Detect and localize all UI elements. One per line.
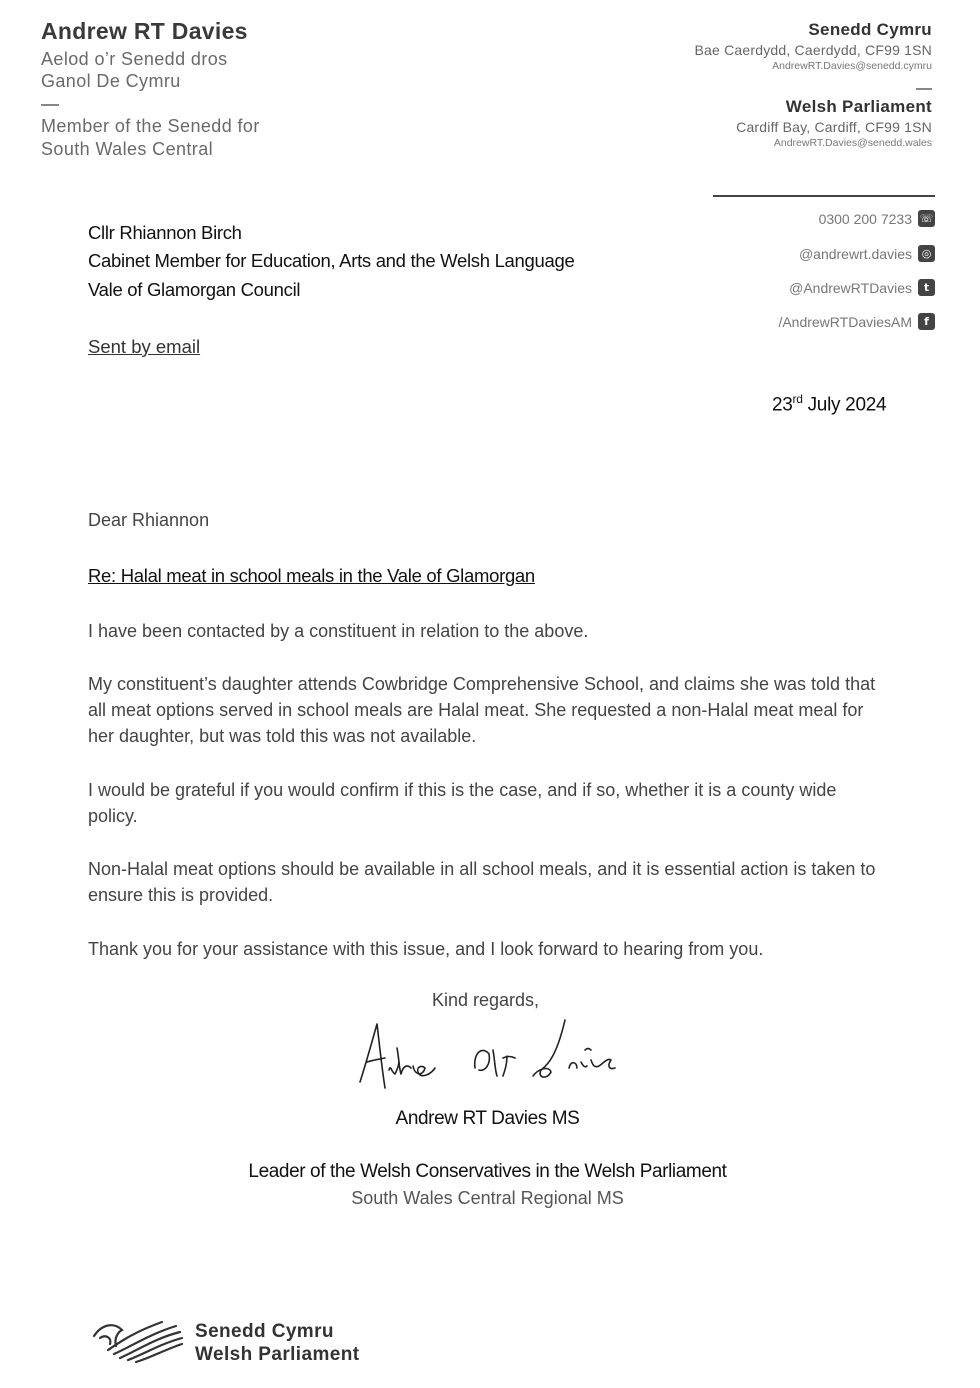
instagram-icon: ◎ bbox=[918, 245, 935, 262]
sender-name: Andrew RT Davies bbox=[41, 18, 248, 44]
signatory-name: Andrew RT Davies MS bbox=[395, 1108, 580, 1129]
sender-welsh-title-1: Aelod o’r Senedd dros bbox=[41, 49, 228, 69]
signatory-region: South Wales Central Regional MS bbox=[351, 1188, 624, 1208]
paragraph-5: Thank you for your assistance with this issue, and I look forward to hearing from you. bbox=[88, 939, 764, 959]
twitter-handle: @AndrewRTDavies bbox=[789, 279, 912, 296]
senedd-email[interactable]: AndrewRT.Davies@senedd.cymru bbox=[772, 60, 932, 72]
contact-twitter[interactable] bbox=[789, 279, 935, 296]
paragraph-1: I have been contacted by a constituent in relation to the above. bbox=[88, 621, 589, 641]
sender-welsh-title-2: Ganol De Cymru bbox=[41, 71, 181, 91]
contact-phone[interactable] bbox=[819, 210, 935, 227]
date-day: 23 bbox=[772, 394, 793, 416]
letter-date bbox=[772, 392, 886, 416]
paragraph-3: I would be grateful if you would confirm if this is the case, and if so, whether it is a county wide policy. bbox=[88, 780, 837, 826]
senedd-title: Senedd Cymru bbox=[808, 20, 932, 39]
header-right-divider bbox=[916, 88, 932, 90]
senedd-logo-icon bbox=[92, 1316, 184, 1364]
contact-rule bbox=[713, 195, 935, 197]
recipient-name: Cllr Rhiannon Birch bbox=[88, 222, 242, 243]
contact-instagram[interactable] bbox=[799, 245, 935, 262]
subject-line: Re: Halal meat in school meals in the Vale of Glamorgan bbox=[88, 565, 535, 586]
phone-icon: ☏ bbox=[919, 212, 934, 225]
header-divider bbox=[41, 104, 59, 106]
parliament-block bbox=[736, 97, 932, 149]
paragraph-4: Non-Halal meat options should be available in all school meals, and it is essential action is taken to ensure this is provided. bbox=[88, 859, 876, 905]
date-suffix: rd bbox=[792, 392, 803, 406]
signatory-role: Leader of the Welsh Conservatives in the Welsh Parliament bbox=[248, 1161, 727, 1182]
salutation: Dear Rhiannon bbox=[88, 510, 210, 530]
senedd-address: Bae Caerdydd, Caerdydd, CF99 1SN bbox=[694, 42, 932, 58]
senedd-block bbox=[694, 20, 932, 72]
footer-welsh-parliament: Welsh Parliament bbox=[195, 1344, 360, 1365]
date-month-year: July 2024 bbox=[807, 394, 887, 416]
delivery-method: Sent by email bbox=[88, 336, 201, 357]
phone-text: 0300 200 7233 bbox=[818, 210, 912, 227]
facebook-icon: f bbox=[918, 313, 935, 330]
recipient-organisation: Vale of Glamorgan Council bbox=[88, 279, 301, 300]
closing: Kind regards, bbox=[432, 990, 540, 1010]
paragraph-2: My constituent’s daughter attends Cowbridge Comprehensive School, and claims she was told that all meat options served in school meals are Halal meat. She requested a non-Halal meat meal for her daughter, but was told this was not available. bbox=[88, 674, 876, 746]
instagram-handle: @andrewrt.davies bbox=[798, 245, 912, 262]
sender-english-title-2: South Wales Central bbox=[41, 139, 214, 159]
parliament-address: Cardiff Bay, Cardiff, CF99 1SN bbox=[736, 119, 932, 135]
sender-english-title-1: Member of the Senedd for bbox=[41, 116, 260, 136]
contact-facebook[interactable] bbox=[778, 313, 935, 330]
facebook-handle: /AndrewRTDaviesAM bbox=[778, 313, 912, 330]
recipient-title: Cabinet Member for Education, Arts and the Welsh Language bbox=[88, 250, 575, 271]
parliament-email[interactable]: AndrewRT.Davies@senedd.wales bbox=[773, 137, 932, 149]
twitter-icon: t bbox=[918, 279, 935, 296]
parliament-title: Welsh Parliament bbox=[785, 97, 932, 116]
footer-senedd-cymru: Senedd Cymru bbox=[195, 1321, 334, 1342]
handwritten-signature bbox=[355, 1010, 625, 1105]
